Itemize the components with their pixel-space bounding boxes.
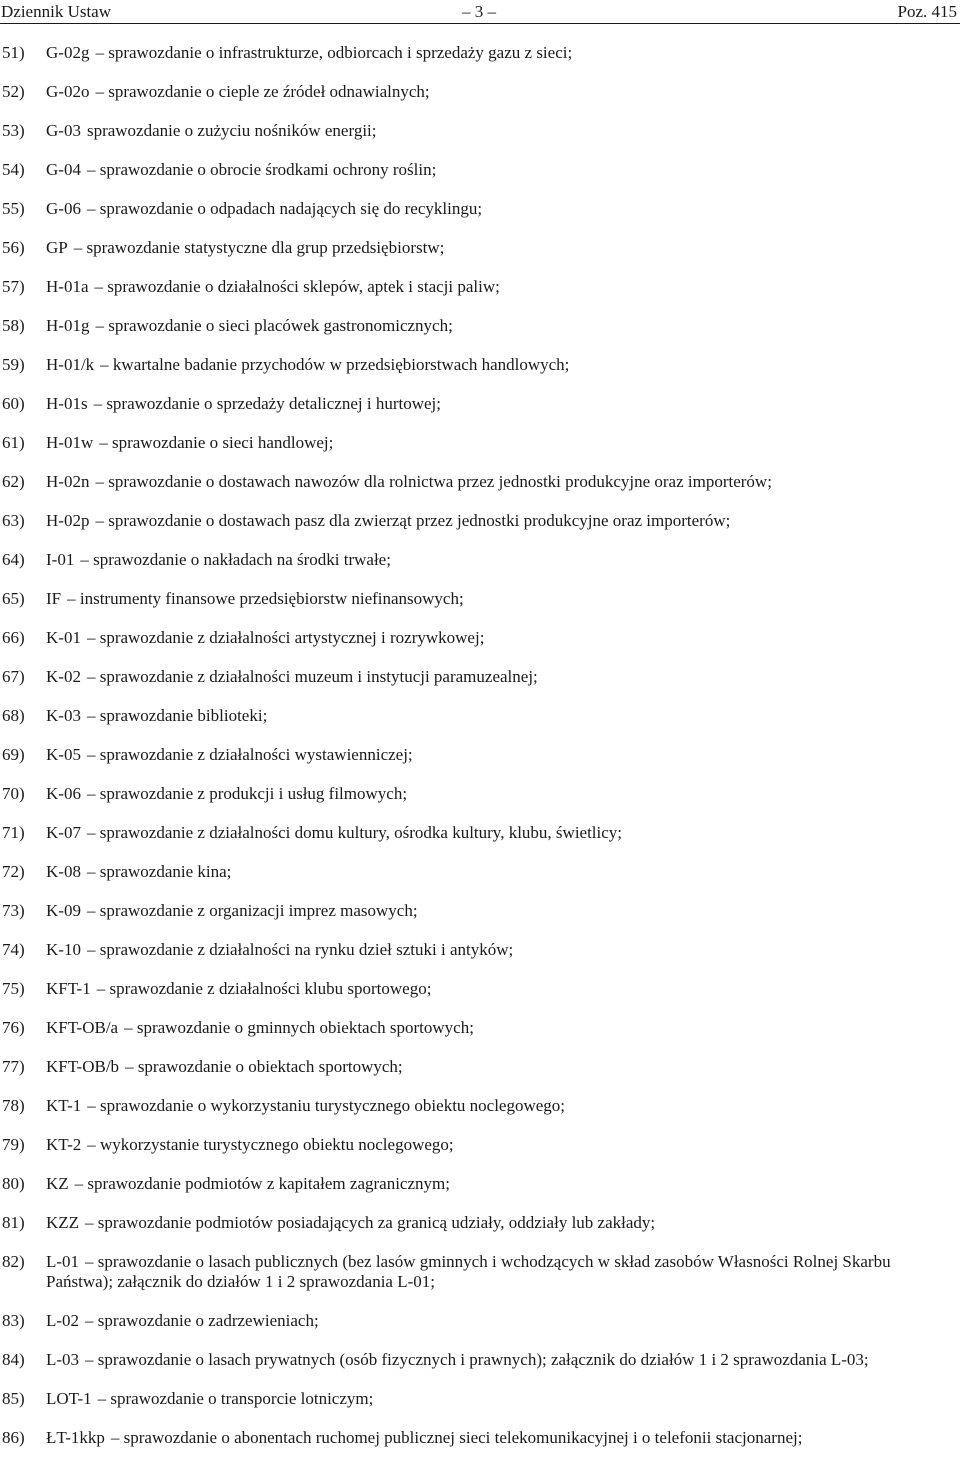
- list-item: [0, 1018, 960, 1038]
- form-description: – sprawozdanie z działalności klubu sportowego;: [96, 979, 432, 998]
- item-number: 62): [2, 472, 25, 491]
- item-number: 73): [2, 901, 25, 920]
- item-number: 79): [2, 1135, 25, 1154]
- form-description: – sprawozdanie o lasach prywatnych (osób fizycznych i prawnych); załącznik do działów 1 i 2 sprawozdania L-03;: [85, 1350, 869, 1369]
- form-code: KFT-OB/b: [46, 1057, 120, 1076]
- form-description: sprawozdanie o zużyciu nośników energii;: [86, 121, 377, 140]
- form-description: – sprawozdanie o abonentach ruchomej publicznej sieci telekomunikacyjnej i o telefonii stacjonarnej;: [110, 1428, 803, 1447]
- item-number: 78): [2, 1096, 25, 1115]
- item-number: 74): [2, 940, 25, 959]
- list-item: [0, 199, 960, 219]
- form-description: – sprawozdanie o zadrzewieniach;: [85, 1311, 319, 1330]
- form-description: – sprawozdanie z działalności muzeum i instytucji paramuzealnej;: [86, 667, 538, 686]
- list-item: [0, 511, 960, 531]
- form-code: H-01s: [46, 394, 88, 413]
- item-number: 55): [2, 199, 25, 218]
- list-item: [0, 1350, 960, 1370]
- form-code: H-02p: [46, 511, 90, 530]
- list-item: [0, 1174, 960, 1194]
- form-code: G-06: [46, 199, 81, 218]
- list-item: [0, 1252, 960, 1292]
- list-item: [0, 979, 960, 999]
- item-number: 63): [2, 511, 25, 530]
- form-description: – sprawozdanie z działalności na rynku dzieł sztuki i antyków;: [86, 940, 514, 959]
- form-code: I-01: [46, 550, 75, 569]
- form-description: – sprawozdanie o obrocie środkami ochrony roślin;: [86, 160, 437, 179]
- list-item: [0, 1096, 960, 1116]
- item-number: 56): [2, 238, 25, 257]
- form-description: – sprawozdanie o lasach publicznych (bez lasów gminnych i wchodzących w skład zasobów Własności Rolnej Skarbu Państwa); załącznik do działów 1 i 2 sprawozdania L-01;: [46, 1252, 891, 1291]
- form-code: H-02n: [46, 472, 90, 491]
- form-description: – sprawozdanie z działalności wystawienniczej;: [86, 745, 413, 764]
- form-code: G-04: [46, 160, 81, 179]
- form-description: – sprawozdanie z organizacji imprez masowych;: [86, 901, 418, 920]
- list-item: [0, 940, 960, 960]
- form-description: – sprawozdanie statystyczne dla grup przedsiębiorstw;: [73, 238, 445, 257]
- item-number: 66): [2, 628, 25, 647]
- list-item: [0, 823, 960, 843]
- item-number: 81): [2, 1213, 25, 1232]
- form-code: K-08: [46, 862, 81, 881]
- list-item: [0, 82, 960, 102]
- form-code: K-02: [46, 667, 81, 686]
- list-item: [0, 628, 960, 648]
- list-item: [0, 745, 960, 765]
- list-item: [0, 277, 960, 297]
- item-number: 58): [2, 316, 25, 335]
- position-number: Poz. 415: [897, 2, 957, 21]
- form-code: K-07: [46, 823, 81, 842]
- list-item: [0, 316, 960, 336]
- list-item: [0, 1213, 960, 1233]
- list-item: [0, 784, 960, 804]
- item-number: 82): [2, 1252, 25, 1271]
- item-number: 53): [2, 121, 25, 140]
- form-code: G-02o: [46, 82, 90, 101]
- list-item: [0, 394, 960, 414]
- item-number: 84): [2, 1350, 25, 1369]
- item-number: 64): [2, 550, 25, 569]
- report-list: [0, 43, 960, 1467]
- list-item: [0, 706, 960, 726]
- form-description: – sprawozdanie o dostawach nawozów dla rolnictwa przez jednostki produkcyjne oraz importerów;: [95, 472, 772, 491]
- form-description: – sprawozdanie podmiotów posiadających za granicą udziały, oddziały lub zakłady;: [85, 1213, 656, 1232]
- item-number: 61): [2, 433, 25, 452]
- form-description: – sprawozdanie o sprzedaży detalicznej i hurtowej;: [93, 394, 441, 413]
- item-number: 70): [2, 784, 25, 803]
- list-item: [0, 160, 960, 180]
- form-code: K-09: [46, 901, 81, 920]
- form-code: KFT-1: [46, 979, 91, 998]
- form-description: – sprawozdanie o cieple ze źródeł odnawialnych;: [95, 82, 430, 101]
- list-item: [0, 862, 960, 882]
- list-item: [0, 1057, 960, 1077]
- journal-title: Dziennik Ustaw: [1, 2, 112, 21]
- form-code: K-01: [46, 628, 81, 647]
- list-item: [0, 1428, 960, 1448]
- item-number: 67): [2, 667, 25, 686]
- form-description: – sprawozdanie kina;: [86, 862, 232, 881]
- form-code: KZZ: [46, 1213, 80, 1232]
- form-description: – sprawozdanie o infrastrukturze, odbiorcach i sprzedaży gazu z sieci;: [95, 43, 573, 62]
- form-description: – sprawozdanie o sieci handlowej;: [99, 433, 334, 452]
- form-code: L-03: [46, 1350, 80, 1369]
- list-item: [0, 121, 960, 141]
- item-number: 57): [2, 277, 25, 296]
- form-code: G-03: [46, 121, 81, 140]
- form-code: H-01g: [46, 316, 90, 335]
- form-code: H-01w: [46, 433, 94, 452]
- item-number: 65): [2, 589, 25, 608]
- list-item: [0, 1311, 960, 1331]
- list-item: [0, 472, 960, 492]
- form-description: – sprawozdanie biblioteki;: [86, 706, 268, 725]
- item-number: 72): [2, 862, 25, 881]
- page-header: [0, 0, 960, 24]
- form-description: – sprawozdanie o odpadach nadających się do recyklingu;: [86, 199, 483, 218]
- list-item: [0, 433, 960, 453]
- form-description: – sprawozdanie o obiektach sportowych;: [125, 1057, 403, 1076]
- item-number: 80): [2, 1174, 25, 1193]
- item-number: 76): [2, 1018, 25, 1037]
- form-code: K-06: [46, 784, 81, 803]
- form-code: IF: [46, 589, 62, 608]
- form-code: KZ: [46, 1174, 69, 1193]
- list-item: [0, 1389, 960, 1409]
- form-code: KT-1: [46, 1096, 82, 1115]
- form-code: K-10: [46, 940, 81, 959]
- form-description: – kwartalne badanie przychodów w przedsiębiorstwach handlowych;: [100, 355, 570, 374]
- form-description: – sprawozdanie podmiotów z kapitałem zagranicznym;: [74, 1174, 450, 1193]
- form-code: K-03: [46, 706, 81, 725]
- form-code: KFT-OB/a: [46, 1018, 119, 1037]
- list-item: [0, 589, 960, 609]
- form-code: L-02: [46, 1311, 80, 1330]
- list-item: [0, 43, 960, 63]
- form-code: ŁT-1kkp: [46, 1428, 105, 1447]
- form-description: – sprawozdanie o wykorzystaniu turystycznego obiektu noclegowego;: [87, 1096, 566, 1115]
- form-description: – sprawozdanie o dostawach pasz dla zwierząt przez jednostki produkcyjne oraz importerów;: [95, 511, 731, 530]
- form-description: – sprawozdanie o transporcie lotniczym;: [97, 1389, 374, 1408]
- form-description: – sprawozdanie z produkcji i usług filmowych;: [86, 784, 408, 803]
- item-number: 85): [2, 1389, 25, 1408]
- form-description: – sprawozdanie o gminnych obiektach sportowych;: [124, 1018, 474, 1037]
- form-code: KT-2: [46, 1135, 82, 1154]
- item-number: 60): [2, 394, 25, 413]
- item-number: 71): [2, 823, 25, 842]
- form-description: – wykorzystanie turystycznego obiektu noclegowego;: [87, 1135, 454, 1154]
- form-description: – sprawozdanie o nakładach na środki trwałe;: [80, 550, 391, 569]
- header-rule: [0, 23, 960, 24]
- item-number: 59): [2, 355, 25, 374]
- form-description: – sprawozdanie o działalności sklepów, aptek i stacji paliw;: [94, 277, 500, 296]
- item-number: 69): [2, 745, 25, 764]
- form-description: – sprawozdanie z działalności domu kultury, ośrodka kultury, klubu, świetlicy;: [86, 823, 623, 842]
- item-number: 75): [2, 979, 25, 998]
- form-code: H-01/k: [46, 355, 95, 374]
- list-item: [0, 550, 960, 570]
- item-number: 54): [2, 160, 25, 179]
- form-code: K-05: [46, 745, 81, 764]
- list-item: [0, 901, 960, 921]
- list-item: [0, 1135, 960, 1155]
- list-item: [0, 238, 960, 258]
- item-number: 51): [2, 43, 25, 62]
- list-item: [0, 355, 960, 375]
- form-code: G-02g: [46, 43, 90, 62]
- form-description: – sprawozdanie z działalności artystycznej i rozrywkowej;: [86, 628, 485, 647]
- form-code: GP: [46, 238, 68, 257]
- list-item: [0, 667, 960, 687]
- form-code: L-01: [46, 1252, 80, 1271]
- item-number: 77): [2, 1057, 25, 1076]
- form-code: H-01a: [46, 277, 89, 296]
- item-number: 52): [2, 82, 25, 101]
- page-number: – 3 –: [462, 2, 496, 21]
- item-number: 83): [2, 1311, 25, 1330]
- form-description: – instrumenty finansowe przedsiębiorstw niefinansowych;: [67, 589, 464, 608]
- item-number: 68): [2, 706, 25, 725]
- form-description: – sprawozdanie o sieci placówek gastronomicznych;: [95, 316, 453, 335]
- form-code: LOT-1: [46, 1389, 92, 1408]
- item-number: 86): [2, 1428, 25, 1447]
